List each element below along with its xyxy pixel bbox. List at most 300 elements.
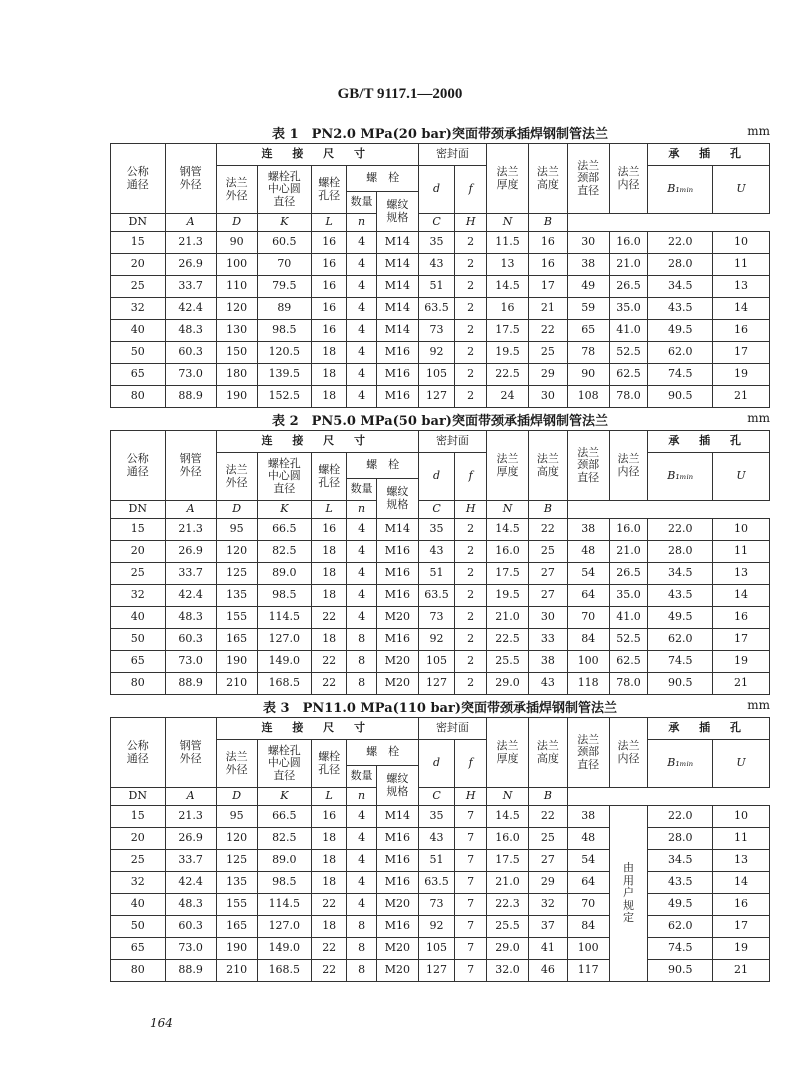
- table-cell: 10: [713, 519, 770, 541]
- table-cell: 33.7: [165, 850, 216, 872]
- table-cell: 13: [713, 276, 770, 298]
- table-cell: 155: [216, 607, 257, 629]
- col-neck-dia: 法兰 颈部 直径: [567, 431, 609, 501]
- table-cell: 16.0: [487, 541, 529, 563]
- col-seal-d: d: [418, 740, 454, 788]
- symbol-l: L: [312, 788, 347, 806]
- table-cell: 84: [567, 916, 609, 938]
- table-cell: 4: [347, 850, 377, 872]
- table-cell: 210: [216, 960, 257, 982]
- table-cell: 26.9: [165, 541, 216, 563]
- col-thickness: 法兰 厚度: [487, 431, 529, 501]
- table-cell: 16: [312, 298, 347, 320]
- table-cell: 21.0: [487, 872, 529, 894]
- table-cell: 54: [567, 563, 609, 585]
- table-cell: 17.5: [487, 563, 529, 585]
- table-cell: 118: [567, 673, 609, 695]
- col-bolt-circle: 螺栓孔 中心圆 直径: [257, 166, 312, 214]
- table-row: [111, 607, 770, 629]
- col-group-bolt: 螺 栓: [347, 740, 419, 766]
- table-cell: 59: [567, 298, 609, 320]
- table-cell: 82.5: [257, 541, 312, 563]
- table-cell: 89: [257, 298, 312, 320]
- table-cell: 125: [216, 563, 257, 585]
- table-cell: 65: [567, 320, 609, 342]
- table-cell: 43: [529, 673, 568, 695]
- col-group-connection: 连 接 尺 寸: [216, 718, 418, 740]
- symbol-c: C: [418, 214, 454, 232]
- table-cell: 21: [713, 673, 770, 695]
- table-cell: 50: [111, 629, 166, 651]
- table-cell: 22.0: [648, 806, 713, 828]
- col-neck-dia: 法兰 颈部 直径: [567, 718, 609, 788]
- table-cell: 20: [111, 254, 166, 276]
- table-row: [111, 519, 770, 541]
- table-cell: 30: [529, 607, 568, 629]
- table-cell: 210: [216, 673, 257, 695]
- table-cell: 20: [111, 541, 166, 563]
- table-cell: M16: [376, 916, 418, 938]
- symbol-k: K: [257, 501, 312, 519]
- table-cell: 35: [418, 806, 454, 828]
- table-cell: 90.5: [648, 673, 713, 695]
- table-cell: 4: [347, 563, 377, 585]
- table-cell: M16: [376, 386, 418, 408]
- col-thickness: 法兰 厚度: [487, 144, 529, 214]
- flange-table-3: [110, 717, 770, 982]
- table-cell: 16.0: [609, 232, 648, 254]
- table-cell: 100: [567, 938, 609, 960]
- table-cell: 8: [347, 938, 377, 960]
- table-cell: 60.5: [257, 232, 312, 254]
- table-cell: 43.5: [648, 585, 713, 607]
- col-group-bolt: 螺 栓: [347, 453, 419, 479]
- col-height: 法兰 高度: [529, 431, 568, 501]
- table-cell: 92: [418, 342, 454, 364]
- table-cell: 2: [455, 541, 487, 563]
- table-cell: 100: [567, 651, 609, 673]
- table-cell: 34.5: [648, 563, 713, 585]
- table-cell: 25: [111, 850, 166, 872]
- table-cell: 168.5: [257, 960, 312, 982]
- table-cell: 22.5: [487, 364, 529, 386]
- col-thickness: 法兰 厚度: [487, 718, 529, 788]
- table-cell: 80: [111, 673, 166, 695]
- table-cell: 25: [111, 276, 166, 298]
- table-cell: 139.5: [257, 364, 312, 386]
- col-socket-u: U: [713, 166, 770, 214]
- col-pipe-od: 钢管 外径: [165, 431, 216, 501]
- table-cell: 43.5: [648, 872, 713, 894]
- table-row: [111, 806, 770, 828]
- table-cell: 63.5: [418, 872, 454, 894]
- col-bolt-qty: 数量: [347, 479, 377, 501]
- table-cell: 41.0: [609, 320, 648, 342]
- table-cell: 38: [567, 519, 609, 541]
- table-cell: 90: [216, 232, 257, 254]
- col-flange-od: 法兰 外径: [216, 740, 257, 788]
- table-cell: 2: [455, 563, 487, 585]
- table-cell: 98.5: [257, 320, 312, 342]
- symbol-c: C: [418, 501, 454, 519]
- symbol-b: B: [529, 214, 568, 232]
- symbol-n: N: [487, 501, 529, 519]
- table-cell: 2: [455, 629, 487, 651]
- table-cell: 2: [455, 607, 487, 629]
- symbol-k: K: [257, 788, 312, 806]
- col-bore: 法兰 内径: [609, 144, 648, 214]
- col-bolt-thread: 螺纹 规格: [376, 479, 418, 519]
- table-cell: 52.5: [609, 342, 648, 364]
- unit-label: mm: [747, 698, 770, 712]
- table-row: [111, 916, 770, 938]
- table-cell: 43: [418, 828, 454, 850]
- table-cell: 73.0: [165, 938, 216, 960]
- table-cell: 19.5: [487, 342, 529, 364]
- table-cell: 7: [455, 960, 487, 982]
- table-cell: 2: [455, 342, 487, 364]
- table-cell: M16: [376, 872, 418, 894]
- table-cell: 21.3: [165, 806, 216, 828]
- table-row: [111, 673, 770, 695]
- symbol-a: A: [165, 214, 216, 232]
- symbol-c: C: [418, 788, 454, 806]
- table-cell: M14: [376, 254, 418, 276]
- table-cell: 30: [567, 232, 609, 254]
- table-cell: 84: [567, 629, 609, 651]
- table-cell: 73: [418, 320, 454, 342]
- table-cell: 34.5: [648, 276, 713, 298]
- table-row: [111, 232, 770, 254]
- table-cell: 16: [312, 806, 347, 828]
- table-cell: 21: [713, 960, 770, 982]
- table-cell: 25: [529, 541, 568, 563]
- table-cell: 4: [347, 276, 377, 298]
- table-cell: 41: [529, 938, 568, 960]
- table-cell: 98.5: [257, 872, 312, 894]
- table-cell: 7: [455, 872, 487, 894]
- table-cell: M20: [376, 960, 418, 982]
- table-cell: 90.5: [648, 386, 713, 408]
- bore-user-defined-note: 由 用 户 规 定: [609, 806, 648, 982]
- table-cell: 4: [347, 872, 377, 894]
- unit-label: mm: [747, 124, 770, 138]
- table-row: [111, 364, 770, 386]
- col-group-seal: 密封面: [418, 718, 486, 740]
- table-cell: 70: [567, 607, 609, 629]
- table-cell: 127: [418, 673, 454, 695]
- table-cell: 50: [111, 916, 166, 938]
- col-bolt-circle: 螺栓孔 中心圆 直径: [257, 453, 312, 501]
- table-cell: 2: [455, 298, 487, 320]
- table-cell: 33: [529, 629, 568, 651]
- table-cell: 11.5: [487, 232, 529, 254]
- table-cell: 32.0: [487, 960, 529, 982]
- table-cell: 17: [713, 342, 770, 364]
- symbol-h: H: [455, 501, 487, 519]
- table-cell: 22.0: [648, 519, 713, 541]
- table-cell: 32: [529, 894, 568, 916]
- table-cell: 16: [529, 232, 568, 254]
- table-cell: 50: [111, 342, 166, 364]
- col-seal-f: f: [455, 740, 487, 788]
- table-cell: 11: [713, 828, 770, 850]
- col-bolt-hole: 螺栓 孔径: [312, 166, 347, 214]
- table-cell: 74.5: [648, 651, 713, 673]
- table-cell: 19: [713, 651, 770, 673]
- table-cell: 4: [347, 828, 377, 850]
- table-cell: 16: [312, 519, 347, 541]
- table-cell: 110: [216, 276, 257, 298]
- table-cell: 18: [312, 872, 347, 894]
- table-cell: 62.0: [648, 342, 713, 364]
- table-cell: 42.4: [165, 585, 216, 607]
- col-socket-u: U: [713, 740, 770, 788]
- table-cell: 90: [567, 364, 609, 386]
- table-cell: 40: [111, 320, 166, 342]
- table-cell: 52.5: [609, 629, 648, 651]
- symbol-d-cap: D: [216, 214, 257, 232]
- table-cell: 2: [455, 585, 487, 607]
- table-cell: M16: [376, 541, 418, 563]
- table-cell: 25: [529, 828, 568, 850]
- table-cell: 79.5: [257, 276, 312, 298]
- col-nominal-size: 公称 通径: [111, 718, 166, 788]
- table-cell: 15: [111, 806, 166, 828]
- table-cell: 48.3: [165, 320, 216, 342]
- table-cell: 21: [713, 386, 770, 408]
- table-cell: 20: [111, 828, 166, 850]
- table-cell: 149.0: [257, 938, 312, 960]
- table-cell: 105: [418, 651, 454, 673]
- table-cell: 25: [529, 342, 568, 364]
- table-cell: 27: [529, 563, 568, 585]
- table-cell: 7: [455, 828, 487, 850]
- table-cell: 16.0: [609, 519, 648, 541]
- table-cell: 17: [529, 276, 568, 298]
- table-cell: 66.5: [257, 806, 312, 828]
- table-row: [111, 585, 770, 607]
- table-cell: 7: [455, 806, 487, 828]
- col-group-bolt: 螺 栓: [347, 166, 419, 192]
- table-cell: 16.0: [487, 828, 529, 850]
- table-cell: 8: [347, 916, 377, 938]
- table-cell: 35.0: [609, 298, 648, 320]
- table-cell: 24: [487, 386, 529, 408]
- table-cell: 22: [529, 519, 568, 541]
- table-cell: 32: [111, 298, 166, 320]
- table-cell: 22: [529, 320, 568, 342]
- table-cell: 49.5: [648, 894, 713, 916]
- table-cell: M16: [376, 850, 418, 872]
- table-cell: 190: [216, 386, 257, 408]
- table-cell: 16: [312, 320, 347, 342]
- table-cell: 27: [529, 585, 568, 607]
- table-cell: 62.5: [609, 651, 648, 673]
- table-cell: 19.5: [487, 585, 529, 607]
- table-cell: 64: [567, 585, 609, 607]
- table-cell: 88.9: [165, 673, 216, 695]
- symbol-b: B: [529, 501, 568, 519]
- table-cell: M20: [376, 894, 418, 916]
- table-cell: M14: [376, 276, 418, 298]
- table-cell: 48.3: [165, 894, 216, 916]
- table-cell: 11: [713, 254, 770, 276]
- table-cell: 127: [418, 960, 454, 982]
- table-cell: 13: [713, 563, 770, 585]
- table-cell: 149.0: [257, 651, 312, 673]
- col-group-connection: 连 接 尺 寸: [216, 431, 418, 453]
- table-cell: 26.9: [165, 828, 216, 850]
- table-cell: 22: [312, 938, 347, 960]
- table-cell: 114.5: [257, 607, 312, 629]
- table-cell: 10: [713, 806, 770, 828]
- col-bolt-thread: 螺纹 规格: [376, 766, 418, 806]
- table-row: [111, 342, 770, 364]
- col-height: 法兰 高度: [529, 718, 568, 788]
- table-cell: 51: [418, 850, 454, 872]
- table-cell: 70: [257, 254, 312, 276]
- col-bolt-hole: 螺栓 孔径: [312, 453, 347, 501]
- table-cell: 165: [216, 916, 257, 938]
- table-cell: 108: [567, 386, 609, 408]
- table-cell: M14: [376, 320, 418, 342]
- table-cell: 2: [455, 364, 487, 386]
- table-cell: 22: [529, 806, 568, 828]
- table-cell: 7: [455, 938, 487, 960]
- table-2-caption-bar: [110, 410, 770, 430]
- table-cell: 30: [529, 386, 568, 408]
- table-cell: 2: [455, 254, 487, 276]
- table-cell: 14.5: [487, 806, 529, 828]
- table-cell: 29: [529, 872, 568, 894]
- table-cell: M20: [376, 651, 418, 673]
- col-group-socket: 承 插 孔: [648, 144, 770, 166]
- table-cell: 38: [567, 806, 609, 828]
- col-nominal-size: 公称 通径: [111, 144, 166, 214]
- table-cell: 19: [713, 364, 770, 386]
- table-cell: 8: [347, 651, 377, 673]
- flange-table-2: [110, 430, 770, 695]
- table-cell: 180: [216, 364, 257, 386]
- table-cell: 190: [216, 938, 257, 960]
- table-cell: 22: [312, 607, 347, 629]
- table-cell: 19: [713, 938, 770, 960]
- col-seal-f: f: [455, 166, 487, 214]
- table-cell: 10: [713, 232, 770, 254]
- col-seal-d: d: [418, 166, 454, 214]
- table-cell: 43: [418, 541, 454, 563]
- table-row: [111, 872, 770, 894]
- table-cell: M16: [376, 629, 418, 651]
- table-cell: 49: [567, 276, 609, 298]
- table-cell: 120: [216, 541, 257, 563]
- col-height: 法兰 高度: [529, 144, 568, 214]
- col-bolt-thread: 螺纹 规格: [376, 192, 418, 232]
- table-cell: 65: [111, 364, 166, 386]
- table-cell: 70: [567, 894, 609, 916]
- table-caption: 表 1 PN2.0 MPa(20 bar)突面带颈承插焊钢制管法兰: [272, 127, 608, 142]
- table-cell: 74.5: [648, 938, 713, 960]
- table-cell: 135: [216, 585, 257, 607]
- table-cell: M20: [376, 938, 418, 960]
- symbol-k: K: [257, 214, 312, 232]
- col-socket-u: U: [713, 453, 770, 501]
- table-cell: M14: [376, 806, 418, 828]
- table-cell: 63.5: [418, 585, 454, 607]
- table-cell: 51: [418, 563, 454, 585]
- col-neck-dia: 法兰 颈部 直径: [567, 144, 609, 214]
- table-cell: 4: [347, 541, 377, 563]
- table-cell: 7: [455, 894, 487, 916]
- col-bore: 法兰 内径: [609, 431, 648, 501]
- col-group-connection: 连 接 尺 寸: [216, 144, 418, 166]
- col-bolt-qty: 数量: [347, 192, 377, 214]
- table-row: [111, 320, 770, 342]
- table-cell: 155: [216, 894, 257, 916]
- table-cell: 22.5: [487, 629, 529, 651]
- table-cell: 21: [529, 298, 568, 320]
- table-cell: 4: [347, 607, 377, 629]
- symbol-dn: DN: [111, 788, 166, 806]
- table-cell: 34.5: [648, 850, 713, 872]
- page-number: 164: [150, 1016, 173, 1030]
- table-cell: 60.3: [165, 916, 216, 938]
- table-cell: 49.5: [648, 607, 713, 629]
- table-cell: 100: [216, 254, 257, 276]
- table-cell: 89.0: [257, 850, 312, 872]
- col-socket-bmin: B₁ₘᵢₙ: [648, 453, 713, 501]
- table-cell: 41.0: [609, 607, 648, 629]
- col-group-socket: 承 插 孔: [648, 431, 770, 453]
- table-cell: 73: [418, 607, 454, 629]
- table-cell: 28.0: [648, 541, 713, 563]
- table-cell: 8: [347, 629, 377, 651]
- col-socket-bmin: B₁ₘᵢₙ: [648, 166, 713, 214]
- table-cell: 4: [347, 232, 377, 254]
- table-cell: 90.5: [648, 960, 713, 982]
- table-cell: 33.7: [165, 563, 216, 585]
- table-cell: 26.5: [609, 563, 648, 585]
- table-cell: 48: [567, 828, 609, 850]
- symbol-a: A: [165, 501, 216, 519]
- table-cell: 18: [312, 850, 347, 872]
- table-cell: 26.9: [165, 254, 216, 276]
- table-cell: 40: [111, 894, 166, 916]
- table-cell: 190: [216, 651, 257, 673]
- table-cell: M16: [376, 828, 418, 850]
- col-bolt-circle: 螺栓孔 中心圆 直径: [257, 740, 312, 788]
- table-cell: 42.4: [165, 298, 216, 320]
- table-cell: 11: [713, 541, 770, 563]
- table-row: [111, 276, 770, 298]
- table-cell: 60.3: [165, 342, 216, 364]
- table-cell: 120: [216, 828, 257, 850]
- table-cell: 117: [567, 960, 609, 982]
- table-cell: 135: [216, 872, 257, 894]
- table-cell: 14: [713, 872, 770, 894]
- table-cell: 150: [216, 342, 257, 364]
- table-cell: 80: [111, 960, 166, 982]
- table-cell: 168.5: [257, 673, 312, 695]
- symbol-dn: DN: [111, 214, 166, 232]
- table-cell: 4: [347, 519, 377, 541]
- table-row: [111, 850, 770, 872]
- table-cell: 22.3: [487, 894, 529, 916]
- table-cell: 2: [455, 519, 487, 541]
- table-cell: 4: [347, 806, 377, 828]
- col-group-socket: 承 插 孔: [648, 718, 770, 740]
